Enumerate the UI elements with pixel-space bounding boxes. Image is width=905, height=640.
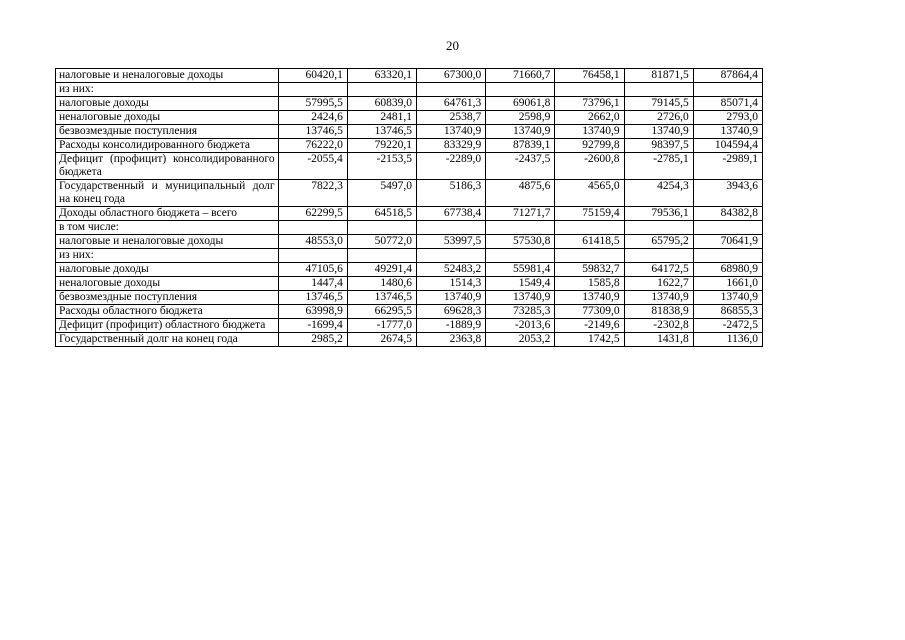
- value-cell: 62299,5: [278, 207, 347, 221]
- value-cell: -2055,4: [278, 153, 347, 180]
- row-label: Государственный долг на конец года: [56, 333, 279, 347]
- value-cell: 79536,1: [624, 207, 693, 221]
- value-cell: 87839,1: [486, 139, 555, 153]
- value-cell: 59832,7: [555, 263, 624, 277]
- value-cell: 57995,5: [278, 97, 347, 111]
- value-cell: 61418,5: [555, 235, 624, 249]
- table-row: [56, 333, 763, 347]
- page-number: 20: [446, 38, 459, 53]
- value-cell: -2989,1: [693, 153, 762, 180]
- value-cell: 13740,9: [417, 125, 486, 139]
- value-cell: 68980,9: [693, 263, 762, 277]
- value-cell: 52483,2: [417, 263, 486, 277]
- value-cell: [417, 221, 486, 235]
- value-cell: 55981,4: [486, 263, 555, 277]
- value-cell: 2538,7: [417, 111, 486, 125]
- table-row: [56, 277, 763, 291]
- value-cell: 2674,5: [347, 333, 416, 347]
- value-cell: 85071,4: [693, 97, 762, 111]
- value-cell: -2472,5: [693, 319, 762, 333]
- value-cell: 13740,9: [555, 291, 624, 305]
- value-cell: -1777,0: [347, 319, 416, 333]
- value-cell: 4565,0: [555, 180, 624, 207]
- table-row: [56, 97, 763, 111]
- value-cell: 67300,0: [417, 69, 486, 83]
- value-cell: 81871,5: [624, 69, 693, 83]
- value-cell: 7822,3: [278, 180, 347, 207]
- value-cell: 4254,3: [624, 180, 693, 207]
- value-cell: 48553,0: [278, 235, 347, 249]
- value-cell: [486, 221, 555, 235]
- row-label: в том числе:: [56, 221, 279, 235]
- value-cell: 47105,6: [278, 263, 347, 277]
- value-cell: 1742,5: [555, 333, 624, 347]
- value-cell: 2481,1: [347, 111, 416, 125]
- value-cell: 79145,5: [624, 97, 693, 111]
- value-cell: [417, 83, 486, 97]
- value-cell: 13740,9: [486, 291, 555, 305]
- value-cell: [486, 83, 555, 97]
- table-row: [56, 263, 763, 277]
- value-cell: [347, 249, 416, 263]
- value-cell: -2289,0: [417, 153, 486, 180]
- value-cell: 75159,4: [555, 207, 624, 221]
- value-cell: -2149,6: [555, 319, 624, 333]
- value-cell: -2302,8: [624, 319, 693, 333]
- value-cell: 13740,9: [555, 125, 624, 139]
- value-cell: 86855,3: [693, 305, 762, 319]
- value-cell: [278, 249, 347, 263]
- value-cell: 2726,0: [624, 111, 693, 125]
- value-cell: -2153,5: [347, 153, 416, 180]
- value-cell: [347, 221, 416, 235]
- value-cell: 1661,0: [693, 277, 762, 291]
- value-cell: [347, 83, 416, 97]
- value-cell: 69061,8: [486, 97, 555, 111]
- value-cell: 69628,3: [417, 305, 486, 319]
- value-cell: 4875,6: [486, 180, 555, 207]
- value-cell: [555, 83, 624, 97]
- value-cell: [555, 221, 624, 235]
- value-cell: 13746,5: [278, 291, 347, 305]
- row-label: Дефицит (профицит) областного бюджета: [56, 319, 279, 333]
- value-cell: 5186,3: [417, 180, 486, 207]
- value-cell: 13740,9: [693, 291, 762, 305]
- value-cell: [624, 221, 693, 235]
- value-cell: [278, 83, 347, 97]
- value-cell: 49291,4: [347, 263, 416, 277]
- budget-table: [55, 68, 763, 347]
- value-cell: [278, 221, 347, 235]
- value-cell: 13740,9: [624, 125, 693, 139]
- table-row: [56, 207, 763, 221]
- row-label: Доходы областного бюджета – всего: [56, 207, 279, 221]
- table-row: [56, 235, 763, 249]
- value-cell: 83329,9: [417, 139, 486, 153]
- value-cell: [624, 249, 693, 263]
- table-row: [56, 125, 763, 139]
- value-cell: 63320,1: [347, 69, 416, 83]
- value-cell: 13740,9: [624, 291, 693, 305]
- value-cell: 57530,8: [486, 235, 555, 249]
- table-row: [56, 139, 763, 153]
- value-cell: 60420,1: [278, 69, 347, 83]
- row-label: налоговые доходы: [56, 263, 279, 277]
- value-cell: 71271,7: [486, 207, 555, 221]
- value-cell: 76458,1: [555, 69, 624, 83]
- value-cell: 98397,5: [624, 139, 693, 153]
- value-cell: -2013,6: [486, 319, 555, 333]
- value-cell: 63998,9: [278, 305, 347, 319]
- row-label: из них:: [56, 83, 279, 97]
- row-label: неналоговые доходы: [56, 277, 279, 291]
- table-row: [56, 153, 763, 180]
- value-cell: 81838,9: [624, 305, 693, 319]
- value-cell: 1136,0: [693, 333, 762, 347]
- value-cell: 2662,0: [555, 111, 624, 125]
- value-cell: 2363,8: [417, 333, 486, 347]
- value-cell: 70641,9: [693, 235, 762, 249]
- row-label: налоговые и неналоговые доходы: [56, 69, 279, 83]
- row-label: безвозмездные поступления: [56, 291, 279, 305]
- row-label: Дефицит (профицит) консолидированного бюджета: [56, 153, 279, 180]
- table-row: [56, 249, 763, 263]
- value-cell: 76222,0: [278, 139, 347, 153]
- value-cell: [693, 249, 762, 263]
- value-cell: 1622,7: [624, 277, 693, 291]
- value-cell: 79220,1: [347, 139, 416, 153]
- table-row: [56, 319, 763, 333]
- row-label: Расходы консолидированного бюджета: [56, 139, 279, 153]
- value-cell: 13746,5: [347, 125, 416, 139]
- value-cell: 104594,4: [693, 139, 762, 153]
- value-cell: 2424,6: [278, 111, 347, 125]
- value-cell: 1447,4: [278, 277, 347, 291]
- row-label: налоговые и неналоговые доходы: [56, 235, 279, 249]
- value-cell: 2053,2: [486, 333, 555, 347]
- value-cell: 3943,6: [693, 180, 762, 207]
- value-cell: 2985,2: [278, 333, 347, 347]
- value-cell: 73796,1: [555, 97, 624, 111]
- value-cell: -2437,5: [486, 153, 555, 180]
- row-label: Государственный и муниципальный долг на конец года: [56, 180, 279, 207]
- value-cell: 66295,5: [347, 305, 416, 319]
- value-cell: [486, 249, 555, 263]
- value-cell: [693, 83, 762, 97]
- value-cell: 1585,8: [555, 277, 624, 291]
- value-cell: 1431,8: [624, 333, 693, 347]
- value-cell: 64172,5: [624, 263, 693, 277]
- value-cell: 84382,8: [693, 207, 762, 221]
- value-cell: 65795,2: [624, 235, 693, 249]
- table-row: [56, 180, 763, 207]
- value-cell: 64518,5: [347, 207, 416, 221]
- value-cell: [693, 221, 762, 235]
- table-row: [56, 305, 763, 319]
- value-cell: 1480,6: [347, 277, 416, 291]
- value-cell: 13746,5: [347, 291, 416, 305]
- value-cell: 60839,0: [347, 97, 416, 111]
- table-row: [56, 291, 763, 305]
- row-label: Расходы областного бюджета: [56, 305, 279, 319]
- value-cell: 64761,3: [417, 97, 486, 111]
- value-cell: -2785,1: [624, 153, 693, 180]
- value-cell: 2598,9: [486, 111, 555, 125]
- value-cell: [555, 249, 624, 263]
- value-cell: 13740,9: [417, 291, 486, 305]
- value-cell: 77309,0: [555, 305, 624, 319]
- value-cell: 1549,4: [486, 277, 555, 291]
- row-label: неналоговые доходы: [56, 111, 279, 125]
- value-cell: 73285,3: [486, 305, 555, 319]
- row-label: безвозмездные поступления: [56, 125, 279, 139]
- value-cell: 53997,5: [417, 235, 486, 249]
- value-cell: 13746,5: [278, 125, 347, 139]
- table-row: [56, 69, 763, 83]
- table-row: [56, 221, 763, 235]
- value-cell: 2793,0: [693, 111, 762, 125]
- row-label: налоговые доходы: [56, 97, 279, 111]
- value-cell: [417, 249, 486, 263]
- table-row: [56, 83, 763, 97]
- value-cell: 71660,7: [486, 69, 555, 83]
- value-cell: -1889,9: [417, 319, 486, 333]
- value-cell: 13740,9: [486, 125, 555, 139]
- row-label: из них:: [56, 249, 279, 263]
- table-row: [56, 111, 763, 125]
- value-cell: [624, 83, 693, 97]
- value-cell: 5497,0: [347, 180, 416, 207]
- value-cell: 87864,4: [693, 69, 762, 83]
- value-cell: 13740,9: [693, 125, 762, 139]
- value-cell: 1514,3: [417, 277, 486, 291]
- value-cell: -1699,4: [278, 319, 347, 333]
- value-cell: 50772,0: [347, 235, 416, 249]
- value-cell: 67738,4: [417, 207, 486, 221]
- value-cell: -2600,8: [555, 153, 624, 180]
- value-cell: 92799,8: [555, 139, 624, 153]
- budget-table-body: [56, 69, 763, 347]
